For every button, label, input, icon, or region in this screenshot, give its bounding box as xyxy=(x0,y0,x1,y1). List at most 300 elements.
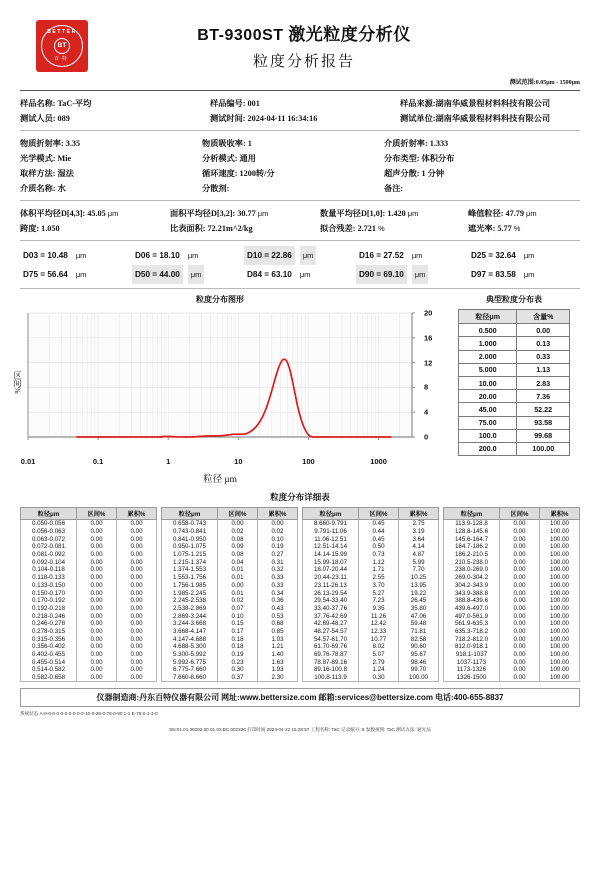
detail-table-cell: 0.00 xyxy=(77,643,117,651)
detail-table-cell: 439.6-497.0 xyxy=(444,605,500,613)
d32-field xyxy=(170,206,320,221)
operator-field xyxy=(20,111,210,126)
detail-table-cell: 0.00 xyxy=(77,658,117,666)
detail-table-cell: 0.743-0.841 xyxy=(162,528,218,536)
detail-table-cell: 100.00 xyxy=(540,651,580,659)
detail-table-cell: 1.71 xyxy=(359,566,399,574)
chart-x-tick-label: 0.01 xyxy=(20,457,36,466)
d-value-cell xyxy=(20,246,132,265)
detail-table-cell: 100.00 xyxy=(540,635,580,643)
typical-table-cell: 45.00 xyxy=(459,403,517,416)
detail-table-cell: 82.58 xyxy=(399,635,439,643)
detail-table-cell: 0.150-0.170 xyxy=(21,589,77,597)
d-value-cell xyxy=(244,246,356,265)
detail-table-cell: 0.00 xyxy=(117,674,157,682)
table-row xyxy=(444,605,580,613)
detail-table-cell: 2.55 xyxy=(359,574,399,582)
table-row xyxy=(21,551,157,559)
chart-y-tick-label: 12 xyxy=(424,358,433,368)
table-row xyxy=(21,620,157,628)
span-field xyxy=(20,221,170,236)
detail-table-cell: 61.70-69.76 xyxy=(303,643,359,651)
table-row xyxy=(303,658,439,666)
detail-table-cell: 100.00 xyxy=(540,658,580,666)
table-row xyxy=(303,543,439,551)
d-value-unit: μm xyxy=(523,251,535,260)
table-row xyxy=(303,574,439,582)
detail-table-cell: 3.19 xyxy=(399,528,439,536)
table-row xyxy=(303,643,439,651)
param-row-2 xyxy=(20,151,580,166)
detail-table-cell: 100.00 xyxy=(540,589,580,597)
detail-table-cell: 0.050-0.056 xyxy=(21,520,77,528)
detail-table-cell: 0.104-0.118 xyxy=(21,566,77,574)
detail-table-cell: 2.75 xyxy=(399,520,439,528)
detail-table-cell: 0.00 xyxy=(117,558,157,566)
website-label: 网址: xyxy=(221,693,240,703)
detail-table-cell: 7.70 xyxy=(399,566,439,574)
detail-table-cell: 0.00 xyxy=(77,628,117,636)
detail-table-cell: 0.01 xyxy=(218,589,258,597)
detail-table-cell: 0.00 xyxy=(117,643,157,651)
table-row xyxy=(21,528,157,536)
typical-table-cell: 100.00 xyxy=(517,442,570,455)
d-value-label: D10 = 22.86 xyxy=(244,246,295,265)
detail-table-cell: 1.21 xyxy=(258,643,298,651)
detail-table-cell: 0.00 xyxy=(77,612,117,620)
detail-table-cell: 0.00 xyxy=(77,558,117,566)
d-value-label: D75 = 56.64 xyxy=(23,270,68,279)
d-value-cell xyxy=(356,265,468,284)
detail-table-cell: 29.54-33.40 xyxy=(303,597,359,605)
detail-table-cell: 0.00 xyxy=(500,666,540,674)
detail-table-cell: 13.95 xyxy=(399,582,439,590)
stat-row-2 xyxy=(20,221,580,236)
d-value-unit: μm xyxy=(75,270,87,279)
table-row xyxy=(21,589,157,597)
detail-table-cell: 0.00 xyxy=(77,551,117,559)
detail-table-cell: 918.1-1037 xyxy=(444,651,500,659)
detail-table-cell: 98.46 xyxy=(399,658,439,666)
detail-table-cell: 1.756-1.985 xyxy=(162,582,218,590)
detail-table-cell: 10.77 xyxy=(359,635,399,643)
detail-table-cell: 100.00 xyxy=(540,597,580,605)
chart-x-axis-title: 粒径 μm xyxy=(203,475,237,485)
table-row xyxy=(21,651,157,659)
detail-table-cell: 0.170-0.192 xyxy=(21,597,77,605)
detail-table-cell: 113.9-128.8 xyxy=(444,520,500,528)
detail-table-cell: 0.00 xyxy=(500,658,540,666)
table-row xyxy=(21,674,157,682)
residual-label: 拟合残差: xyxy=(320,224,356,233)
ssa-label: 比表面积: xyxy=(170,224,206,233)
dispersant-field xyxy=(202,181,384,196)
d-value-cell xyxy=(356,246,468,265)
detail-table-cell: 0.15 xyxy=(218,620,258,628)
detail-table-cell: 15.99-18.07 xyxy=(303,558,359,566)
operator-label: 测试人员: xyxy=(20,114,56,123)
detail-table-cell: 0.00 xyxy=(77,605,117,613)
detail-table-cell: 0.118-0.133 xyxy=(21,574,77,582)
system-status-label: 系统状态 xyxy=(20,711,39,717)
chart-y-tick-label: 16 xyxy=(424,333,433,343)
detail-table-cell: 9.35 xyxy=(359,605,399,613)
test-range-note: 测试范围:0.05μm - 1500μm xyxy=(509,80,580,86)
detail-table-cell: 0.02 xyxy=(258,528,298,536)
detail-table-cell: 238.0-269.0 xyxy=(444,566,500,574)
detail-table-cell: 164.7-186.2 xyxy=(444,543,500,551)
table-row xyxy=(21,612,157,620)
detail-table-cell: 23.11-26.13 xyxy=(303,582,359,590)
detail-table-title: 粒度分布详细表 xyxy=(270,492,330,502)
typical-table-header-row xyxy=(459,310,570,324)
detail-table-cell: 71.81 xyxy=(399,628,439,636)
detail-table-cell: 0.02 xyxy=(218,597,258,605)
detail-table-cell: 1.215-1.374 xyxy=(162,558,218,566)
params-divider xyxy=(20,200,580,201)
title-main: 激光粒度分析仪 xyxy=(288,25,411,44)
detail-table-cell: 812.0-918.1 xyxy=(444,643,500,651)
table-row xyxy=(444,551,580,559)
detail-table-cell: 10.25 xyxy=(399,574,439,582)
phone-value: 400-655-8837 xyxy=(453,693,504,703)
dist-type-field xyxy=(384,151,580,166)
detail-table-cell: 145.6-164.7 xyxy=(444,535,500,543)
obscuration-value: 5.77 xyxy=(497,224,512,233)
table-row xyxy=(303,605,439,613)
optical-mode-field xyxy=(20,151,202,166)
table-row xyxy=(444,543,580,551)
detail-table-cell: 0.092-0.104 xyxy=(21,558,77,566)
detail-table-cell: 1.374-1.553 xyxy=(162,566,218,574)
d43-field xyxy=(20,206,170,221)
detail-table-cell: 0.356-0.402 xyxy=(21,643,77,651)
typical-table-cell: 75.00 xyxy=(459,416,517,429)
obscuration-unit: % xyxy=(513,224,521,233)
table-row xyxy=(21,535,157,543)
table-row xyxy=(21,666,157,674)
detail-table-cell: 0.85 xyxy=(258,628,298,636)
detail-table-cell: 304.2-343.9 xyxy=(444,582,500,590)
medium-label: 介质名称: xyxy=(20,184,56,193)
chart-x-tick-label: 1000 xyxy=(370,457,387,466)
table-row xyxy=(21,605,157,613)
table-row xyxy=(444,528,580,536)
detail-table-cell: 0.00 xyxy=(500,635,540,643)
typical-table-cell: 100.0 xyxy=(459,429,517,442)
table-row xyxy=(444,535,580,543)
detail-table-cell: 0.00 xyxy=(500,589,540,597)
detail-table-cell: 11.26 xyxy=(359,612,399,620)
detail-table-cell: 1326-1500 xyxy=(444,674,500,682)
detail-table-cell: 0.00 xyxy=(77,566,117,574)
detail-table-cell: 0.00 xyxy=(258,520,298,528)
chart-y-tick-label: 0 xyxy=(424,432,429,442)
detail-table-cell: 0.68 xyxy=(258,620,298,628)
detail-table-cell: 128.8-145.6 xyxy=(444,528,500,536)
typical-table-cell: 10.00 xyxy=(459,376,517,389)
table-row xyxy=(444,643,580,651)
table-row xyxy=(303,628,439,636)
detail-table-cell: 9.791-11.06 xyxy=(303,528,359,536)
email-label: 邮箱: xyxy=(318,693,338,703)
detail-table-cell: 0.18 xyxy=(218,643,258,651)
detail-table-cell: 0.07 xyxy=(218,605,258,613)
detail-table-cell: 100.00 xyxy=(540,612,580,620)
detail-table-cell: 100.00 xyxy=(540,543,580,551)
table-row xyxy=(303,597,439,605)
peak-field xyxy=(468,206,580,221)
table-row xyxy=(444,582,580,590)
detail-table-cell: 47.06 xyxy=(399,612,439,620)
d-value-cell xyxy=(20,265,132,284)
detail-table-cell: 1.93 xyxy=(258,666,298,674)
detail-table-cell: 2.79 xyxy=(359,658,399,666)
detail-table-cell: 0.00 xyxy=(117,620,157,628)
detail-table-cell: 561.9-635.3 xyxy=(444,620,500,628)
detail-table-header-cell: 区间% xyxy=(500,508,540,520)
table-row xyxy=(444,651,580,659)
medium-value: 水 xyxy=(57,184,66,193)
detail-table-cell: 0.01 xyxy=(218,574,258,582)
typical-table-cell: 20.00 xyxy=(459,390,517,403)
d10mean-unit: μm xyxy=(407,209,419,218)
detail-table-cell: 0.32 xyxy=(258,566,298,574)
detail-table-header-row xyxy=(162,508,298,520)
detail-table-cell: 4.14 xyxy=(399,543,439,551)
table-row xyxy=(303,674,439,682)
table-row xyxy=(303,566,439,574)
table-row xyxy=(459,324,570,337)
table-row xyxy=(303,520,439,528)
detail-table-cell: 0.00 xyxy=(77,528,117,536)
detail-table-cell: 0.00 xyxy=(500,528,540,536)
table-row xyxy=(444,574,580,582)
detail-table-cell: 0.18 xyxy=(218,635,258,643)
residual-value: 2.721 xyxy=(357,224,376,233)
table-row xyxy=(459,442,570,455)
report-header xyxy=(20,14,580,88)
detail-table-cell: 0.00 xyxy=(117,666,157,674)
detail-table-cell: 497.0-561.9 xyxy=(444,612,500,620)
detail-table-cell: 89.16-100.8 xyxy=(303,666,359,674)
detail-table-cell: 343.9-388.8 xyxy=(444,589,500,597)
detail-table-cell: 4.147-4.688 xyxy=(162,635,218,643)
phone-label: 电话: xyxy=(435,693,454,703)
remark-label: 备注: xyxy=(384,184,404,193)
website-value[interactable]: www.bettersize.com xyxy=(239,693,317,703)
detail-table-cell: 26.13-29.54 xyxy=(303,589,359,597)
test-unit-value: 湖南华威景程材料科技有限公司 xyxy=(435,114,551,123)
d-value-cell xyxy=(132,246,244,265)
table-row xyxy=(21,520,157,528)
circulation-label: 循环速度: xyxy=(202,169,238,178)
detail-distribution-table xyxy=(302,507,439,682)
refractive-value: 3.35 xyxy=(65,139,81,148)
chart-y-tick-label: 8 xyxy=(424,382,429,392)
detail-table-cell: 5.992-6.775 xyxy=(162,658,218,666)
detail-table-cell: 0.00 xyxy=(500,535,540,543)
detail-table-cell: 0.00 xyxy=(117,635,157,643)
detail-table-cell: 0.00 xyxy=(500,574,540,582)
detail-distribution-table xyxy=(20,507,157,682)
detail-table-header-cell: 累积% xyxy=(258,508,298,520)
detail-table-cell: 100.8-113.9 xyxy=(303,674,359,682)
chart-x-tick-label: 1 xyxy=(166,457,171,466)
refractive-field xyxy=(20,136,202,151)
detail-table-cell: 0.00 xyxy=(500,628,540,636)
detail-table-cell: 0.00 xyxy=(500,566,540,574)
table-row xyxy=(444,635,580,643)
sample-info-block xyxy=(20,96,580,126)
detail-table-cell: 12.51-14.14 xyxy=(303,543,359,551)
detail-table-cell: 0.00 xyxy=(77,574,117,582)
operator-value: 089 xyxy=(57,114,70,123)
d10mean-field xyxy=(320,206,468,221)
detail-table-cell: 0.44 xyxy=(359,528,399,536)
sample-name-label: 样品名称: xyxy=(20,99,56,108)
detail-table-cell: 0.10 xyxy=(258,535,298,543)
detail-table-cell: 1037-1173 xyxy=(444,658,500,666)
param-row-4 xyxy=(20,181,580,196)
detail-table-cell: 0.08 xyxy=(218,535,258,543)
detail-table-cell: 0.00 xyxy=(500,643,540,651)
table-row xyxy=(162,520,298,528)
detail-table-cell: 100.00 xyxy=(540,558,580,566)
chart-x-tick-label: 100 xyxy=(302,457,315,466)
detail-table-cell: 0.218-0.246 xyxy=(21,612,77,620)
detail-table-cell: 7.23 xyxy=(359,597,399,605)
chart-plot-area xyxy=(13,308,433,457)
detail-table-cell: 100.00 xyxy=(540,628,580,636)
medium-field xyxy=(20,181,202,196)
sample-name-value: TaC-平均 xyxy=(57,99,92,108)
detail-table-header-cell: 粒径μm xyxy=(21,508,77,520)
d-value-unit: μm xyxy=(411,251,423,260)
d-value-cell xyxy=(468,265,580,284)
detail-table-cell: 1.24 xyxy=(359,666,399,674)
d-values-row-1 xyxy=(20,246,580,265)
typical-table-header-cell: 含量% xyxy=(517,310,570,324)
chart-y-axis-labels xyxy=(420,309,436,447)
detail-table-cell: 1.553-1.756 xyxy=(162,574,218,582)
absorption-label: 物质吸收率: xyxy=(202,139,246,148)
email-value[interactable]: services@bettersize.com xyxy=(337,693,433,703)
detail-table-header-row xyxy=(303,508,439,520)
table-row xyxy=(459,376,570,389)
circulation-field xyxy=(202,166,384,181)
dvalues-divider xyxy=(20,288,580,289)
param-row-1 xyxy=(20,136,580,151)
analysis-mode-field xyxy=(202,151,384,166)
detail-table-header-cell: 累积% xyxy=(399,508,439,520)
medium-ri-field xyxy=(384,136,580,151)
span-label: 跨度: xyxy=(20,224,40,233)
typical-table-header-cell: 粒径μm xyxy=(459,310,517,324)
detail-table-cell: 0.00 xyxy=(117,628,157,636)
detail-table-cell: 0.34 xyxy=(258,589,298,597)
header-divider xyxy=(20,90,580,91)
detail-table-cell: 69.76-78.87 xyxy=(303,651,359,659)
detail-table-cell: 0.315-0.356 xyxy=(21,635,77,643)
medium-ri-label: 介质折射率: xyxy=(384,139,428,148)
table-row xyxy=(303,635,439,643)
d-value-cell xyxy=(244,265,356,284)
detail-table-cell: 0.00 xyxy=(117,589,157,597)
table-row xyxy=(444,674,580,682)
instrument-model: BT-9300ST xyxy=(197,27,284,44)
d-value-label: D84 = 63.10 xyxy=(247,270,292,279)
d-value-label: D90 = 69.10 xyxy=(356,265,407,284)
serial-info-line: SN:01.01.08202.00 01.03.BC.002226 打印时间 2024-04-22 15:28:57 工程名称: TaC 记录编号: 9 参数视图: TaC 测试方法: 通光法 xyxy=(169,727,431,733)
detail-table-header-row xyxy=(21,508,157,520)
detail-table-cell: 1.075-1.215 xyxy=(162,551,218,559)
detail-table-cell: 5.99 xyxy=(399,558,439,566)
detail-table-cell: 0.27 xyxy=(258,551,298,559)
d32-unit: μm xyxy=(257,209,269,218)
detail-table-cell: 0.063-0.072 xyxy=(21,535,77,543)
detail-table-cell: 0.00 xyxy=(117,574,157,582)
header-titles xyxy=(88,14,580,71)
table-row xyxy=(444,566,580,574)
detail-table-cell: 0.33 xyxy=(258,574,298,582)
analysis-mode-label: 分析模式: xyxy=(202,154,238,163)
sampling-value: 湿法 xyxy=(57,169,74,178)
detail-table-cell: 0.00 xyxy=(77,666,117,674)
chart-y-tick-label: 20 xyxy=(424,308,433,318)
peak-label: 峰值粒径: xyxy=(468,209,504,218)
detail-table-cell: 0.00 xyxy=(500,558,540,566)
detail-table-cell: 0.00 xyxy=(500,582,540,590)
detail-table-cell: 0.658-0.743 xyxy=(162,520,218,528)
test-unit-label: 测试单位: xyxy=(400,114,436,123)
detail-table-cell: 1.03 xyxy=(258,635,298,643)
detail-table-cell: 2.538-2.869 xyxy=(162,605,218,613)
table-row xyxy=(444,520,580,528)
detail-table-cell: 0.00 xyxy=(500,612,540,620)
info-divider xyxy=(20,130,580,131)
detail-table-cell: 0.10 xyxy=(218,612,258,620)
page-title xyxy=(88,20,520,45)
table-row xyxy=(444,666,580,674)
logo-center-text: BT xyxy=(54,38,70,54)
d-value-label: D16 = 27.52 xyxy=(359,251,404,260)
table-row xyxy=(303,612,439,620)
detail-table-cell: 99.70 xyxy=(399,666,439,674)
table-row xyxy=(21,566,157,574)
table-row xyxy=(444,628,580,636)
typical-table-cell: 5.000 xyxy=(459,363,517,376)
optical-mode-value: Mie xyxy=(57,154,72,163)
table-row xyxy=(162,543,298,551)
table-row xyxy=(303,582,439,590)
info-row-2 xyxy=(20,111,580,126)
detail-table-cell: 0.00 xyxy=(218,520,258,528)
detail-table-cell: 0.04 xyxy=(218,558,258,566)
typical-table-cell: 52.22 xyxy=(517,403,570,416)
d-value-unit: μm xyxy=(188,265,205,284)
table-row xyxy=(21,558,157,566)
table-row xyxy=(444,612,580,620)
detail-table-cell: 37.76-42.69 xyxy=(303,612,359,620)
obscuration-field xyxy=(468,221,580,236)
detail-table-cell: 0.081-0.092 xyxy=(21,551,77,559)
sample-source-field xyxy=(400,96,580,111)
table-row xyxy=(459,363,570,376)
detail-table-cell: 0.00 xyxy=(117,543,157,551)
detail-table-cell: 0.53 xyxy=(258,612,298,620)
detail-table-cell: 100.00 xyxy=(540,551,580,559)
